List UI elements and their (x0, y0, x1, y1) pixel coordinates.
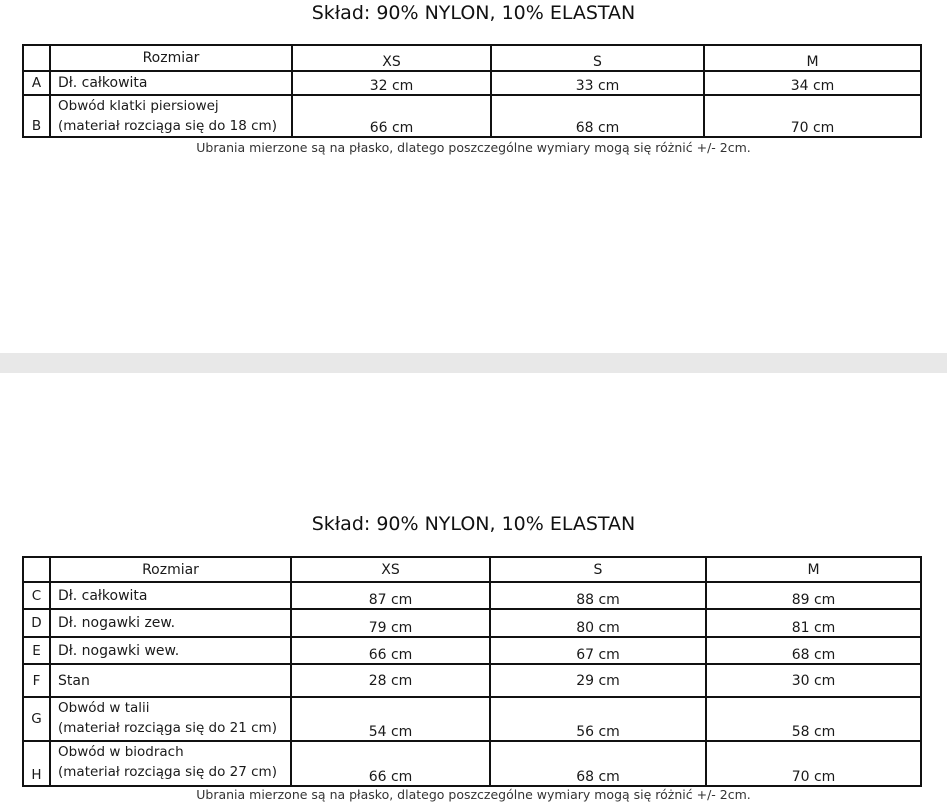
value-m: 89 cm (706, 582, 921, 609)
table-row (23, 741, 921, 786)
table-header-row (23, 557, 921, 582)
section-divider (0, 353, 947, 373)
header-size-label: Rozmiar (50, 557, 291, 582)
value-m: 70 cm (706, 741, 921, 786)
value-m: 68 cm (706, 637, 921, 664)
value-s: 68 cm (491, 95, 704, 137)
table-row (23, 664, 921, 697)
row-label-line2: (materiał rozciąga się do 27 cm) (58, 764, 277, 780)
table-row (23, 637, 921, 664)
value-m: 30 cm (706, 664, 921, 697)
header-blank-cell (23, 557, 50, 582)
value-s: 88 cm (490, 582, 706, 609)
row-label: Dł. całkowita (50, 71, 292, 95)
header-m: M (706, 557, 921, 582)
row-letter: C (23, 582, 50, 609)
composition-title-bottom: Skład: 90% NYLON, 10% ELASTAN (311, 513, 636, 535)
header-xs: XS (291, 557, 490, 582)
value-xs: 32 cm (292, 71, 491, 95)
table-row (23, 582, 921, 609)
row-letter: H (23, 741, 50, 786)
row-letter: E (23, 637, 50, 664)
header-xs: XS (292, 45, 491, 71)
row-letter: D (23, 609, 50, 637)
value-s: 56 cm (490, 697, 706, 741)
row-label (50, 697, 291, 741)
row-label: Stan (50, 664, 291, 697)
row-label-line1: Obwód klatki piersiowej (58, 98, 219, 114)
value-s: 68 cm (490, 741, 706, 786)
table-row (23, 697, 921, 741)
table-row (23, 95, 921, 137)
value-xs: 87 cm (291, 582, 490, 609)
row-label-line2: (materiał rozciąga się do 21 cm) (58, 720, 277, 736)
measurement-note-top: Ubrania mierzone są na płasko, dlatego poszczególne wymiary mogą się różnić +/- 2cm. (196, 140, 751, 155)
header-size-label: Rozmiar (50, 45, 292, 71)
value-xs: 28 cm (291, 664, 490, 697)
header-s: S (491, 45, 704, 71)
measurement-note-bottom: Ubrania mierzone są na płasko, dlatego poszczególne wymiary mogą się różnić +/- 2cm. (196, 787, 751, 802)
table-row (23, 71, 921, 95)
value-m: 70 cm (704, 95, 921, 137)
header-blank-cell (23, 45, 50, 71)
row-label (50, 95, 292, 137)
size-table-bottom (22, 556, 922, 787)
value-xs: 79 cm (291, 609, 490, 637)
value-xs: 54 cm (291, 697, 490, 741)
row-letter: F (23, 664, 50, 697)
header-m: M (704, 45, 921, 71)
composition-title-top: Skład: 90% NYLON, 10% ELASTAN (311, 2, 636, 24)
value-m: 81 cm (706, 609, 921, 637)
row-label-line1: Obwód w talii (58, 700, 150, 716)
value-s: 33 cm (491, 71, 704, 95)
value-xs: 66 cm (291, 637, 490, 664)
row-letter: A (23, 71, 50, 95)
table-header-row (23, 45, 921, 71)
row-label: Dł. całkowita (50, 582, 291, 609)
row-label: Dł. nogawki wew. (50, 637, 291, 664)
row-label-line2: (materiał rozciąga się do 18 cm) (58, 118, 277, 134)
size-table-top (22, 44, 922, 138)
value-xs: 66 cm (292, 95, 491, 137)
row-label-line1: Obwód w biodrach (58, 744, 184, 760)
header-s: S (490, 557, 706, 582)
value-s: 67 cm (490, 637, 706, 664)
row-letter: G (23, 697, 50, 741)
value-s: 29 cm (490, 664, 706, 697)
value-xs: 66 cm (291, 741, 490, 786)
row-letter: B (23, 95, 50, 137)
value-m: 34 cm (704, 71, 921, 95)
row-label: Dł. nogawki zew. (50, 609, 291, 637)
value-m: 58 cm (706, 697, 921, 741)
value-s: 80 cm (490, 609, 706, 637)
row-label (50, 741, 291, 786)
table-row (23, 609, 921, 637)
